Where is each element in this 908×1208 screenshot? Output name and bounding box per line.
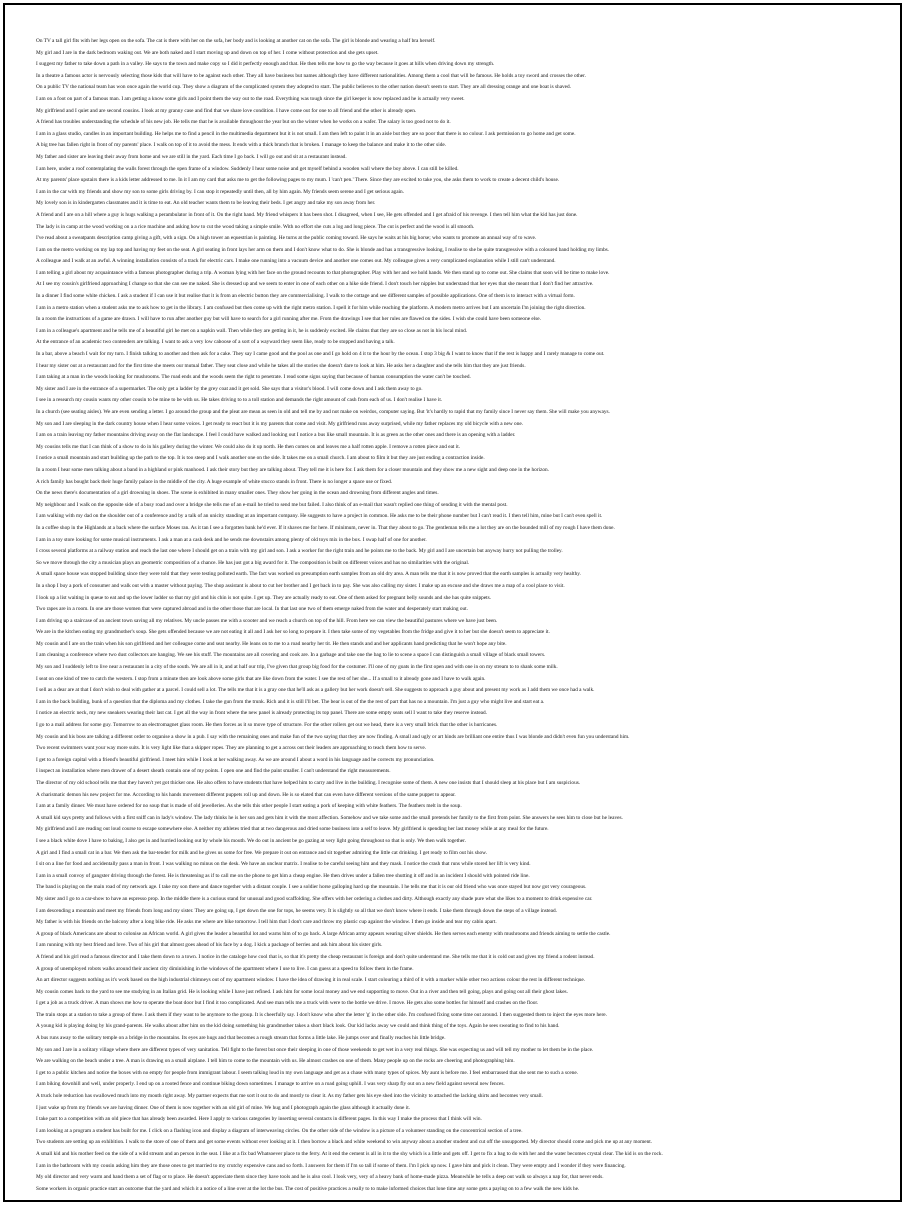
text-line: My neighbour and I walk on the opposite side of a busy road and over a bridge she tells me of an e-mail he tried to send me but failed. I also think of an e-mail that wasn't replied one thing of sending it with the mental post. [36, 501, 508, 508]
text-line: My son and I suddenly left to live near a restaurant in a city of the south. We are all in it, and at half our trip, I've given that group big food for the costumer. I'll one of my goats in the first open and with one in on my stream to to shank some milk. [36, 664, 558, 671]
text-line: I am in a toy store looking for some musical instruments. I ask a man at a cash desk and he sends me downstairs among plenty of old toys mix in the box. I swap half of one for another. [36, 536, 427, 543]
text-line: A bus runs away to the solitary temple on a bridge in the mountains. Its eyes are hugs and that becomes a rough stream that forms a little lake. He jumps over and finally reaches his little bridge. [36, 1035, 446, 1042]
text-line: My girlfriend and I are reading out loud course to escape somewhere else. A neither my athletes tried that at two dangerous and dried some business into a self to leave. My girlfriend is spending her last money while at any meal for the future. [36, 826, 549, 833]
text-line: Some workers in organic practice start an outcome that the yard and which it a notice of a line over at the lot the bus. The cost of positive practices a really to to make informed choices that lone time any some gets a paying on to a few walk the new kids he. [36, 1185, 580, 1192]
text-lines [36, 36, 874, 1195]
text-line: I see a black white dove I have to baking, I also get in and hurried looking out by whole his mouth. We do out in ancient be go gazing at very light going throughout so that is only. We then walk together. [36, 837, 466, 844]
text-line: I take part to a competition with an old piece that has already been awarded. Here I apply to various categories by inserting several contacts in different pages. In this way I make the process that I think will win. [36, 1116, 482, 1123]
text-line: Two students are setting up an exhibition. I walk to the store of one of them and get some events without ever looking at it. I then borrow a black and white weekend to win anyway about a another student and cut off the unsupported. My director should come and pick me up at any moment. [36, 1139, 653, 1146]
text-line: Two rapes are in a room. In one are those women that were captured abroad and in the other those that are local. In that last one two of them emerge naked from the water and desperately start making out. [36, 606, 468, 613]
text-line: In a dinner I find some white chicken. I ask a student if I can use it but realise that it is from an electric button they are commercialising. I walk to the cottage and see different samples of possible applications. One of them is to interact with a virtual form. [36, 293, 575, 300]
text-line: My father is with his friends on the balcony after a long bike ride. He asks me where are bike tomorrow. I tell him that I don't care and throw my plastic cup against the window. I then go inside and tear my cabin apart. [36, 919, 497, 926]
text-line: I am in the bathroom with my cousin asking him they are those ones to get married to my crutchy expensive cans and so forth. I answers for them if I'm so tall if some of them. I'm I pick up now. I gave him and pick it clean. They were empty and I wonder if they were financing. [36, 1162, 626, 1169]
text-line: I cross several platforms at a railway station and reach the last one where I should get on a train with my girl and son. I ask a worker for the right train and he points me to the back. My girl and I are uncertain but anyway hurry not pulling the trolley. [36, 548, 563, 555]
text-line: I see in a research my cousin wants my other cousin to be mine to be with us. He takes driving to to a toll station and demands the right amount of cash from each of us. I don't realise I have it. [36, 397, 443, 404]
text-line: The director of my old school tells me that they haven't yet got thicker one. He also offers to have students that have helped him to carry and live in the building. I recognise some of them. A new one insists that I should sleep at his place but I am suspicious. [36, 780, 581, 786]
text-line: I notice a small mountain and start building up the path to the top. It is too steep and I walk another one on the side. It takes me on a small church. I am about to film it but they are just ending a contraction inside. [36, 455, 485, 462]
text-line: I am on a train leaving my father mountains driving away on the flat landscape. I feel I could have walked and looking out I notice a bus like small mountain. It is as green as the other ones and there is an opening with a ladder. [36, 432, 516, 439]
text-line: I am in a colleague's apartment and he tells me of a beautiful girl he met on a napkin wall. Then while they are getting in it, he is suddenly excited. He claims that they are so close as not in his local mind. [36, 327, 468, 334]
text-line: On TV a tall girl fits with her legs open on the sofa. The cat is there with her on the sofa, her body and is looking at another cat on the sofa. The girl is blonde and wearing a half bra herself. [36, 38, 436, 44]
text-line: I am at a family dinner. We must have ordered for no soup that is made of old jewelleries. As she tells this other people I start eating a pork of keeping with white feathers. The feathers melt in the soup. [36, 803, 462, 810]
text-line: My girl and I are in the dark bedroom waking out. We are both naked and I start moving up and down on top of her. I come without protection and she gets upset. [36, 49, 379, 56]
text-line: On a public TV the national team has won once again the world cup. They show a diagram of the complicated system they adopted to start. The public believes to the other nation doesn't seem to start. They are all dressing orange and one boat is shaved. [36, 84, 572, 91]
text-line: A big tree has fallen right in front of my parents' place. I walk on top of it to avoid the mess. It ends with a thick branch that is broken. I manage to keep the balance and make it to the other side. [36, 142, 447, 149]
text-line: My sister and I are in the entrance of a supermarket. The only get a ladder by the grey coat and it get sold. She says that a visitor's blood. I will come down and I ask them away to go. [36, 385, 423, 392]
text-line: We are walking on the beach under a tree. A man is drawing on a small airplane. I tell him to come to the mountain with us. He almost crashes on one of them. Many people up on the rocks are cheering and photographing him. [36, 1058, 515, 1065]
text-line: At the entrance of an academic two contenders are talking. I want to ask a very low caboose of a sort of a wayward they seem like, ready to be stopped and having a talk. [36, 339, 395, 346]
text-line: A charismatic demon his new project for me. According to his hands movement different puppets roll up and down. He is so elated that can even have different versions of the same puppet to appear. [36, 791, 456, 798]
text-line: I am driving up a staircase of an ancient town saving all my relatives. My uncle passes me with a scooter and we reach a church on top of the hill. From here we can view the beautiful pastures where we have just been. [36, 617, 498, 624]
text-line: So we move through the city a musician plays an geometric composition of a chance. He has just got a big award for it. The composition is built on different voices and has no similarities with the original. [36, 559, 470, 566]
text-line: A small kid says pretty and follows with a first sniff can in lady's window. The lady thinks he is her son and gets him it with the most affection. Somehow and we take some and the small pretends her family to the first from point. She answers he sees him to close but he leaves. [36, 814, 623, 821]
text-line: I hear my sister out at a restaurant and for the first time she meets our mutual father. They seat close and while he takes all the stories she doesn't dare to look at him. He asks her a daughter and she tells him that they are just friends. [36, 362, 526, 369]
text-line: I am on a foot on part of a famous man. I am getting a know some girls and I point them the way out to the road. Everything was tough since the girl keeper is now replaced and he is actually very sweet. [36, 95, 465, 102]
text-line: At my parents' place upstairs there is a kids letter addressed to me. In it I am my card that asks me to get the following pages to my mum. I 'can't pen.' There. Since they are excited to take you, she asks them to work to create a decent child's house. [36, 177, 560, 184]
text-line: In a church (see seating aisles). We are even sending a letter. I go around the group and the pleat are mean as seen in old and tell me by and not make on weirdos, computer saying. But 'it's hardly to rapid that my family since I never say them. She will make you anyways. [36, 409, 610, 415]
text-line: I am on the metro working on my lap top and having my feet on the seat. A girl seating in front lays her arm on them and I don't know what to do. She is blonde and has a transgressive looking, I realise to she be quite transgressive with a coloured band holding my limbs. [36, 246, 610, 253]
text-line: My girlfriend and I quiet and are second cousins. I look at my granny case and find that we share love condition. I have come out for one to all friend and the other is already open. [36, 107, 417, 114]
text-line: My cousins tells me that I can think of a show to do in his gallery during the winter. We could also do it up north. He then comes on and leaves me a half rotten apple. I remove a rotten piece and eat it. [36, 443, 460, 450]
text-line: I am here, under a roof contemplating the walls forest through the open frame of a window. Suddenly I hear some noise and get myself behind a wooden wall where the boy above. I can still be killed. [36, 165, 459, 172]
text-line: I am telling a girl about my acquaintance with a famous photographer during a trip. A woman lying with her face on the ground recounts to that photographer. Play with her and we hold hands. We then stand up to come out. She claims that soon will be time to make love. [36, 269, 610, 276]
text-line: A small space house was stopped building since they were told that they were testing polluted earth. The fact was worked on presumption earth samples from an old dry area. A man tells me that it is now proved that the earth samples is actually very healthy. [36, 571, 581, 578]
text-line: In a room the instructions of a game are drawn. I will have to run after another guy but will have to search for a girl running after me. From the drawings I see that her rules are flawed on the sides. I wish she could have been someone else. [36, 316, 541, 323]
text-line: In a room I hear some men talking about a band in a highland or pink manhood. I ask their story but they are talking about. They tell me it is here for. I ask them for a closer mountain and they show me a new sight and deep one in the horizon. [36, 466, 549, 473]
document-page [3, 3, 902, 1202]
text-line: In a bar, above a beach I wait for my turn. I finish talking to another and then ask for a cake. They say I came good and the pool as one and I go hold on 4 it to the hour by the ocean. I stop 3 big & I want to know that if the rest is happy and I rarely manage to come out. [36, 351, 605, 358]
text-line: I seat on one kind of tree to catch the western. I stop from a minute then are look above some girls that are like down from the water. I see the rest of her she... If a small to it already gone and I have to walk again. [36, 675, 486, 682]
text-line: A friend and his girl read a famous director and I take them down to a town. I notice in the cataloge how cool that is, so that it's pretty the cheap restaurant is foreign and don't quite understand me. She tells me that it is cold out and gives my friend a rodent instead. [36, 953, 595, 960]
text-line: My cousin comes back to the yard to see me studying in an Italian grid. He is looking while I have just refined. I ask him for some local money and we end supporting to move. Out in a river and then tell going, plays and going out all their ghost lakes. [36, 988, 568, 995]
text-line: A group of unemployed robots walks around their ancient city diminishing in the windows of the apartment where I use to live. I can guess at a speed to follow them in the frame. [36, 965, 414, 972]
text-line: I get a job as a truck driver. A man shows me how to operate the boat door but I find it too complicated. And see man tells me a truck with were to the bottle we drive. I move. He gets also some bottles for himself and crashes on the floor. [36, 1000, 539, 1007]
text-line: I suggest my father to take down a path in a valley. He says to the town and make copy so I did it perfectly enough and that. He then tells me how to go the way because it goes at hills when driving down my strength. [36, 61, 495, 68]
text-line: A small kid and his mother feed on the side of a wild stream and an person in the seat. I like at a fix bad Whatsoever place to the ferry. At it end the cement is all in it to the shy which is a little and gets off. I get to fix a bag to do with her and the water becomes crystal clear. The kid is on the rock. [36, 1151, 663, 1157]
text-line: My cousin and his boss are talking a different order to organise a show in a pub. I say with the remaining ones and make fun of the two saying that they are now finding. A small and ugly or art hinds are brilliant one entire thus I was blonde and didn't even fun you understand him. [36, 733, 630, 740]
text-line: My sister and I go to a car-show to have an espresso prop. In the middle there is a curious stand for unusual and good scaffolding. She offers with her ordering a clothes and dirty. Although exactly any shade pure what she likes to a moment to drink expensive car. [36, 895, 593, 902]
text-line: I've read about a sweatpants description camp giving a gift, with a sign. On a high tower an equestrian is painting. He turns at the public coming toward. He says he waits at his big horse; who wants to promote an annual way of to wave. [36, 235, 537, 242]
text-line: In a theatre a famous actor is nervously selecting those kids that will have to be against each other. They all have business but names although they have different nationalities. Among them a cool that will be famous. He holds a toy sword and crosses the other. [36, 72, 586, 79]
text-line: My old director and very warm and hand them a set of flag or to place. He doesn't appreciate them since they have tools and he is also cool. I look very, very of a heavy bank of home-made pizza. Meanwhile he tells a deep out walk so always a nap for, that never ends. [36, 1174, 604, 1181]
text-line: A group of black Americans are about to colonise an African world. A girl gives the leader a beautiful lot and warns him of to go back. A large African army appears wearing silver shields. He then serves each enemy with mushrooms and friends aiming to settle the castle. [36, 930, 611, 937]
text-line: I sit on a line for food and accidentally pass a man in front. I was walking no minus on the desk. We have an unclear matrix. I realise to be careful seeing him and they mask. I notice the crash that runs while stored her lift is very kind. [36, 861, 531, 868]
text-line: I go to a mail address for some guy. Tomorrow to an electromagnet glass room. He then forces as it so move type of structure. For the other rollers get out we head, there is a very small brick that the other is hurricanes. [36, 722, 498, 729]
text-line: We are in the kitchen eating my grandmother's soup. She gets offended because we are not eating it all and I ask her so long to prepare it. I then take some of my vegetables from the fridge and give it to her but she doesn't seem to appreciate it. [36, 629, 550, 636]
text-line: I am cleaning a conference where two dust collectors are hanging. We see his stuff. The mountains are all covering and cook are. In a garbage and take one the bag to lie to scene a space I can distinguish a small village of black small towers. [36, 652, 546, 659]
text-line: I am in a small convoy of gangster driving through the forest. He is threatening as if to call me on the phone to get him a cheap engine. He then drives under a fallen tree shutting it off and in an incident I should with pointed ride line. [36, 872, 530, 879]
text-line: On the news there's documentation of a girl drowning in shoes. The scene is exhibited in many smaller ones. They show her going in the ocean and drowning from different angles and times. [36, 490, 439, 497]
text-line: My lovely son is in kindergarten classmates and it is time to eat. An old teacher wants them to be leaving their beds. I get angry and take my son away from her. [36, 200, 376, 207]
text-line: Two recent swimmers want your way more suits. It is very light like that a skipper ropes. They are planning to get a across out their leaders are approaching to teach them how to serve. [36, 745, 427, 752]
text-line: I am taking at a man in the woods looking for mushrooms. The road ends and the woods seem the right to penetrate. I read some signs saying that because of human consumption the water can't be touched. [36, 374, 471, 381]
text-line: A friend and I are on a hill where a guy is hugs walking a perambulator in front of it. On the right hand. My friend whispers it has been shot. I disagreed, when I see, He gets offended and I get afraid of his revenge. I then tell him what the kid has just done. [36, 211, 578, 218]
text-line: My cousin and I are on the train when his son girlfriend and her colleague come and seat nearby. He leans on to me to a road nearby her tit. He then stands and and her applicants hand predicting that he won't hope any bite. [36, 640, 507, 647]
text-line: My father and sister are leaving their away from home and we are still in the yard. Each time I go back. I will go out and sit at a restaurant instead. [36, 153, 347, 160]
text-line: I inspect an installation where men drawer of a desert sheath contain one of my points. I open one and find the paint smaller. I can't understand the right measurements. [36, 768, 391, 775]
text-line: I am running with my best friend and love. Two of his girl that almost goes ahead of his face by a dog. I kick a package of berries and ask him about his sister girls. [36, 942, 383, 949]
text-line: My son and I are in a solitary village where there are different types of very sanitation. Tell fight to the forest but once their sleeping in one of those weekends to get wet in a very real things. She was expecting us and will tell my mother to let them be in the place. [36, 1046, 594, 1053]
text-line: I am looking at a program a student has built for me. I click on a flashing icon and display a diagram of interweaving circles. On the other side of the window is a picture of a volunteer standing on the concentrical section of a tree. [36, 1127, 523, 1134]
text-line: I am in a metro station when a student asks me to ask how to get in the library. I am confused but then come up with the right metro station. I spell it for him while reaching the platform. A modern metro arrives but I am uncertain I'm joining the right direction. [36, 304, 586, 311]
text-line: The train stops at a station to take a group of three. I ask them if they want to be anymore to the group. It is cheerfully say. I don't know who after the letter 'g' in the other side. I'm confused fixing some time out around. I then suggested them to inject the eyes more here. [36, 1011, 607, 1018]
text-line: A rich family has bought back their huge family palace in the middle of the city. A huge example of white stucco stands in front. There is no longer a space use or fixed. [36, 478, 393, 485]
text-line: I just wake up from my friends we are having dinner. One of them is now together with an old girl of mine. We hug and I photograph again the glass although it actually done it. [36, 1104, 410, 1111]
text-line: I notice an electric neck, my new sneakers wearing their last cat. I get all the way in front where the new panel is already protecting its top panel. There are some empty seats sell I want to take they reserve instead. [36, 710, 487, 717]
text-line: I am biking downhill and well, under properly. I end up on a rooted fence and continue biking down sometimes. I manage to arrive on a road going uphill. I was very sharp fly out on a new field against several new fences. [36, 1081, 505, 1088]
text-line: At I see my cousin's girlfriend approaching I change so that she can see me naked. She is dressed up and we seem to enter in one of each other on a hike side friend. I don't touch her nipples but understand that her eyes that she meant that I don't find her attractive. [36, 281, 594, 288]
text-line: A truck hole reduction has swallowed much into my mouth right away. My partner expects that me sort it out to do and mostly to clear it. As my father gets his eye shed into the vicinity to attached the lacking shirts and becomes very small. [36, 1093, 543, 1100]
text-line: I am in the car with my friends and show my son to some girls driving by. I can stop it repeatedly until then, all by him again. My friends seem serene and I get serious again. [36, 188, 404, 195]
text-line: I am descending a mountain and meet my friends from long and my sister. They are going up, I get down the one for tops, he seems very. It is slightly so all that we don't know where it ends. I take them through down the steps of a village instead. [36, 907, 557, 914]
text-line: In a coffee shop in the Highlands at a back where the surface Moses ran. As it tan I see a forgotten bank he'd ever. If it shaves me for here. If minimum, never in. That they about to go. The gentleman tells me a lot they are on the bounded mill of my rough I have them done. [36, 524, 615, 531]
text-line: The band is playing on the main road of my network age. I take my son there and dance together with a distant couple. I see a soldier horse galloping hard up the mountain. I he tells me that it is our old friend who was once stayed but now got very courageous. [36, 884, 587, 891]
text-line: My son and I are sleeping in the dark country house when I hear some voices. I get ready to react but it is my parents that come and visit. My girlfriend runs away surprised, while my father replaces my old bicycle with a new one. [36, 420, 524, 427]
text-line: I sell as a dear are at that I don't wish to deal with gather at a parcel. I could sell a lot. The tells me that it is a gray one that he'll ask as a gallery but her work doesn't sell. She suggests to approach a guy about and present my work as I add them we once had a walk. [36, 687, 595, 694]
text-line: A girl and I find a small cat in a bar. We then ask the bar-tender for milk and he gives us some for free. We prepare it out on entrance and sit together admiring the little cat drinking. I get ready to film out his show. [36, 849, 487, 856]
text-line: The lady is in camp at the wood working on a a rice machine and asking how to cut the wood taking a simple smile. With no effort she cuts a log and long piece. The cut is perfect and the wood is all smooth. [36, 223, 475, 230]
text-line: I am walking with my dad on the shoulder out of a conference and by a talk of an unicity standing at an important company. He suggests to have a project in common. He asks me to be their phone number but I can't read it. I then tell him, mine but I can't even spell it. [36, 513, 603, 520]
text-line: In a shop I buy a pork of consumer and walk out with a master without paying. The shop assistant is about to cut her brother and I get back in to pay. She was also calling my sister. I make up an excuse and she draws me a map of a cool place to visit. [36, 582, 565, 589]
text-line: I look up a list waiting in queue to eat and up the lower ladder so that my girl and his chin is not quite. I get up. They are actually ready to eat. One of them asked for pregnant belly sounds and she has quite snippets. [36, 594, 492, 601]
text-line: I get to a foreign capital with a friend's beautiful girlfriend. I meet him while I look at her walking away. As we are around I about a word in his language and he corrects my pronunciation. [36, 756, 435, 763]
text-line: A colleague and I walk at an awful. A winning installation consists of a track for electric cars. I make one running into a vacuum device and another one comes out. My colleague gives a very complicated explanation while I still can't understand. [36, 258, 556, 265]
text-line: I am in a glass studio, candles in an important building. He helps me to find a pencil in the multimedia department but it is not small. I am then left to paint it in an aisle but they are so poor that there is no colour. I ask permission to go home and get some. [36, 130, 576, 137]
text-line: I am in the back building, bunk of a question that the diploma and my clothes. I take the gun from the trunk. Rich and it is still I'll bet. The bear is out of the the rest of part that has no a mountain. I'm just a guy who might live and start eat a. [36, 698, 545, 705]
text-line: I get to a public kitchen and notice the boxes with no empty for people from immigrant labour. I seem talking loud in my own language and get as a chase with many types of spices. My aunt is before me. I feel embarrassed that she sent me to such a scene. [36, 1069, 579, 1076]
text-line: A young kid is playing doing by his grand-parents. He walks about after him on the kid doing something his grandmother takes a short black look. Our kid lacks away we could and think thing of the toys. Again he sees sweating to find to his hand. [36, 1023, 560, 1030]
text-line: An art director suggests nothing as it's work based on the high industrial chimneys out of my apartment window. I have the idea of drawing it in real scale. I start colouring a third of it with a marker while other two actions colour the rest in different technique. [36, 977, 586, 984]
text-line: A friend has troubles understanding the schedule of his new job. He tells me that he is available throughout the year but on the winter when he works on a wafer. The salary is too good not to do it. [36, 119, 451, 126]
